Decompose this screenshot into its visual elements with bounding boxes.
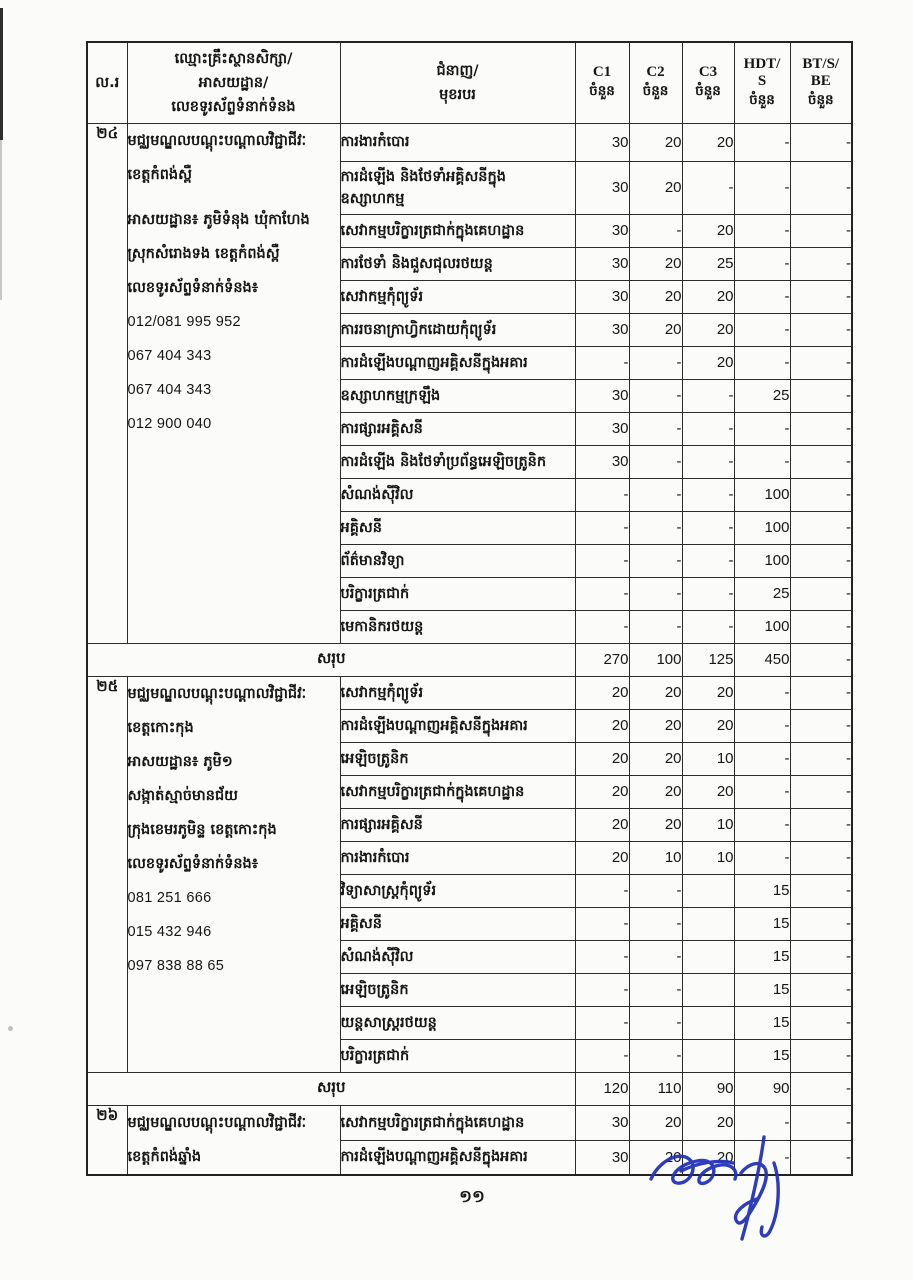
count-cell: 20 (682, 676, 734, 709)
total-count-cell: 90 (682, 1072, 734, 1105)
institution-cell (127, 676, 340, 1072)
institution-text-line: ខេត្តកំពង់ឆ្នាំង (127, 1148, 202, 1165)
total-label: សរុប (87, 643, 575, 676)
count-cell: - (629, 577, 682, 610)
count-cell: 20 (682, 313, 734, 346)
skill-cell (340, 808, 575, 841)
scan-edge-artifact (0, 8, 3, 140)
count-cell: - (575, 478, 629, 511)
count-cell: - (575, 973, 629, 1006)
table-body (87, 123, 852, 1175)
skill-text-line: ព័ត៌មានវិទ្យា (340, 552, 405, 569)
skill-cell (340, 214, 575, 247)
institution-text-line: លេខទូរស័ព្ទទំនាក់ទំនង៖ (127, 279, 259, 296)
phone-number: 012 900 040 (127, 415, 212, 432)
total-row (87, 1072, 852, 1105)
header-btsbe-code2: BE (810, 72, 831, 89)
count-cell: - (790, 280, 852, 313)
header-institution-line: អាសយដ្ឋាន/ (198, 74, 269, 91)
skill-text-line: ការរចនាក្រាហ្វិកដោយកុំព្យូទ័រ (340, 321, 497, 338)
skill-text-line: បរិក្ខារត្រជាក់ (340, 1047, 410, 1064)
header-c3-count-label: ចំនួន (695, 83, 721, 100)
skill-cell (340, 709, 575, 742)
count-cell: 20 (575, 841, 629, 874)
count-cell: 30 (575, 1140, 629, 1175)
count-cell: - (629, 973, 682, 1006)
count-cell: - (734, 313, 790, 346)
count-cell: 10 (682, 808, 734, 841)
skill-text-line: ឧស្សាហកម្មក្រឡឹង (340, 387, 441, 404)
count-cell: 15 (734, 940, 790, 973)
count-cell: 20 (682, 709, 734, 742)
row-number-cell: ២៥ (87, 676, 127, 1072)
header-btsbe-count-label: ចំនួន (807, 91, 834, 108)
count-cell: - (629, 379, 682, 412)
skill-text-line: សេវាកម្មបរិក្ខារត្រជាក់ក្នុងគេហដ្ឋាន (340, 222, 525, 239)
count-cell: - (790, 214, 852, 247)
count-cell: - (790, 610, 852, 643)
skill-cell (340, 1140, 575, 1175)
skill-cell (340, 742, 575, 775)
signature-ink (645, 1133, 795, 1245)
skill-text-line: ការដំឡើងបណ្ដាញអគ្គិសនីក្នុងអគារ (340, 717, 528, 734)
count-cell: 100 (734, 511, 790, 544)
header-column-c3 (682, 42, 734, 123)
skill-text-line: ការដំឡើងបណ្ដាញអគ្គិសនីក្នុងអគារ (340, 354, 528, 371)
count-cell (682, 907, 734, 940)
skill-text-line: សេវាកម្មបរិក្ខារត្រជាក់ក្នុងគេហដ្ឋាន (340, 783, 525, 800)
total-row (87, 643, 852, 676)
count-cell: - (575, 874, 629, 907)
count-cell: - (734, 247, 790, 280)
count-cell: 25 (734, 379, 790, 412)
phone-number: 067 404 343 (127, 347, 212, 364)
count-cell: 20 (629, 742, 682, 775)
total-count-cell: - (790, 643, 852, 676)
total-count-cell: 125 (682, 643, 734, 676)
total-count-cell: 120 (575, 1072, 629, 1105)
count-cell: - (790, 161, 852, 214)
table-row (87, 676, 852, 709)
count-cell: - (629, 544, 682, 577)
skill-text-line: សំណង់ស៊ីវិល (340, 486, 414, 503)
skill-text-line: ការដំឡើងបណ្ដាញអគ្គិសនីក្នុងអគារ (340, 1149, 528, 1166)
count-cell (682, 874, 734, 907)
count-cell: - (790, 1006, 852, 1039)
count-cell: 25 (734, 577, 790, 610)
skill-text-line: សេវាកម្មកុំព្យូទ័រ (340, 288, 424, 305)
institution-text-line: ខេត្តកំពង់ស្ពឺ (127, 166, 192, 183)
count-cell: - (790, 940, 852, 973)
skill-cell (340, 841, 575, 874)
table-row (87, 123, 852, 161)
count-cell: 20 (629, 775, 682, 808)
count-cell: - (629, 907, 682, 940)
count-cell: 20 (629, 676, 682, 709)
skill-cell (340, 511, 575, 544)
phone-number: 081 251 666 (127, 889, 212, 906)
count-cell: 30 (575, 247, 629, 280)
header-c2-code: C2 (646, 64, 665, 81)
count-cell: - (682, 161, 734, 214)
header-skill-line: ជំនាញ/ (436, 62, 479, 79)
skill-cell (340, 1105, 575, 1140)
institution-text-line: ក្រុងខេមរភូមិន្ទ ខេត្តកោះកុង (127, 821, 277, 838)
count-cell: 20 (682, 280, 734, 313)
count-cell: 30 (575, 379, 629, 412)
skill-cell (340, 346, 575, 379)
skill-cell (340, 313, 575, 346)
count-cell: 20 (575, 676, 629, 709)
count-cell: - (575, 1006, 629, 1039)
count-cell: - (629, 445, 682, 478)
header-hdts-code2: S (757, 72, 767, 89)
count-cell: - (734, 161, 790, 214)
skill-text-line: ការងារកំបោរ (340, 134, 410, 150)
skill-cell (340, 577, 575, 610)
header-no-label: ល.រ (95, 74, 120, 91)
count-cell (682, 1006, 734, 1039)
phone-number: 097 838 88 65 (127, 957, 225, 974)
skill-text-line: ការផ្សារអគ្គិសនី (340, 816, 423, 833)
count-cell: - (790, 742, 852, 775)
count-cell: - (575, 577, 629, 610)
skill-cell (340, 379, 575, 412)
count-cell: 20 (629, 1105, 682, 1140)
row-number-cell: ២៦ (87, 1105, 127, 1175)
count-cell: - (790, 808, 852, 841)
header-skill-line: មុខរបរ (439, 86, 476, 103)
header-c3-code: C3 (698, 64, 718, 81)
skill-cell (340, 1006, 575, 1039)
header-column-hdts (734, 42, 790, 123)
count-cell: - (629, 874, 682, 907)
institution-text-line: សង្កាត់ស្មាច់មានជ័យ (127, 787, 238, 804)
header-hdts-code: HDT/ (743, 55, 781, 72)
count-cell: - (575, 511, 629, 544)
institution-text-line: មជ្ឈមណ្ឌលបណ្ដុះបណ្ដាលវិជ្ជាជីវៈ (127, 685, 307, 702)
header-hdts-count-label: ចំនួន (749, 91, 775, 108)
phone-number: 012/081 995 952 (127, 313, 241, 330)
count-cell: - (575, 544, 629, 577)
count-cell: - (629, 1006, 682, 1039)
skill-cell (340, 280, 575, 313)
count-cell: 30 (575, 214, 629, 247)
count-cell: 20 (629, 280, 682, 313)
header-btsbe-code: BT/S/ (802, 55, 840, 72)
count-cell: - (682, 610, 734, 643)
phone-number: 067 404 343 (127, 381, 212, 398)
institution-text-line: មជ្ឈមណ្ឌលបណ្ដុះបណ្ដាលវិជ្ជាជីវៈ (127, 1114, 307, 1131)
total-count-cell: 450 (734, 643, 790, 676)
count-cell: - (734, 1105, 790, 1140)
phone-number: 015 432 946 (127, 923, 212, 940)
count-cell: - (575, 940, 629, 973)
count-cell: 25 (682, 247, 734, 280)
institution-text-line: អាសយដ្ឋាន៖ ភូមិទំនុង ឃុំកាហែង (127, 211, 310, 228)
count-cell: - (790, 544, 852, 577)
count-cell: - (790, 973, 852, 1006)
count-cell: 30 (575, 1105, 629, 1140)
total-count-cell: 90 (734, 1072, 790, 1105)
skill-cell (340, 478, 575, 511)
count-cell: 10 (629, 841, 682, 874)
count-cell: - (790, 907, 852, 940)
count-cell: 20 (629, 313, 682, 346)
count-cell (682, 973, 734, 1006)
count-cell: - (575, 610, 629, 643)
count-cell: 30 (575, 445, 629, 478)
skill-text-line: សំណង់ស៊ីវិល (340, 948, 414, 965)
count-cell: 100 (734, 478, 790, 511)
count-cell: 20 (682, 123, 734, 161)
count-cell: 20 (575, 808, 629, 841)
count-cell: - (734, 808, 790, 841)
header-c1-count-label: ចំនួន (589, 83, 615, 100)
count-cell: 15 (734, 1039, 790, 1072)
header-institution-line: លេខទូរស័ព្ទទំនាក់ទំនង (171, 98, 296, 115)
skill-text-line: ការដំឡើង និងថែទាំប្រព័ន្ធអេឡិចត្រូនិក (340, 453, 547, 470)
count-cell: - (682, 412, 734, 445)
skill-text-line: បរិក្ខារត្រជាក់ (340, 585, 410, 602)
institution-text-line: អាសយដ្ឋាន៖ ភូមិ១ (127, 753, 233, 770)
count-cell: - (790, 313, 852, 346)
institution-text-line: លេខទូរស័ព្ទទំនាក់ទំនង៖ (127, 855, 259, 872)
institution-text-line: មជ្ឈមណ្ឌលបណ្ដុះបណ្ដាលវិជ្ជាជីវៈ (127, 132, 307, 149)
count-cell: - (790, 1140, 852, 1175)
count-cell: 15 (734, 1006, 790, 1039)
skill-cell (340, 775, 575, 808)
count-cell: - (682, 511, 734, 544)
institution-text-line: ខេត្តកោះកុង (127, 719, 194, 736)
count-cell: - (790, 346, 852, 379)
header-institution-column (127, 42, 340, 123)
header-skill-column (340, 42, 575, 123)
count-cell: - (629, 511, 682, 544)
header-c2-count-label: ចំនួន (642, 83, 669, 100)
count-cell: 30 (575, 123, 629, 161)
header-no-column (87, 42, 127, 123)
count-cell: 20 (629, 247, 682, 280)
skill-text-line: ឧស្សាហកម្ម (340, 190, 405, 207)
skill-text-line: ការដំឡើង និងថែទាំអគ្គិសនីក្នុង (340, 168, 506, 185)
count-cell: - (790, 511, 852, 544)
skill-text-line: វិទ្យាសាស្ត្រកុំព្យូទ័រ (340, 882, 437, 899)
count-cell: - (734, 841, 790, 874)
count-cell: - (682, 379, 734, 412)
count-cell: - (734, 346, 790, 379)
skill-cell (340, 676, 575, 709)
count-cell: - (575, 346, 629, 379)
table-header (87, 42, 852, 123)
count-cell: - (790, 577, 852, 610)
count-cell: - (629, 478, 682, 511)
count-cell: 20 (629, 808, 682, 841)
skill-cell (340, 247, 575, 280)
count-cell: - (734, 742, 790, 775)
scan-edge-artifact-fade (0, 140, 2, 300)
count-cell: 30 (575, 313, 629, 346)
header-row (87, 42, 852, 123)
skill-cell (340, 610, 575, 643)
skill-text-line: មេកានិករថយន្ត (340, 618, 424, 635)
count-cell: 20 (629, 123, 682, 161)
count-cell: 20 (629, 161, 682, 214)
count-cell: - (682, 544, 734, 577)
skill-cell (340, 123, 575, 161)
count-cell: 20 (629, 709, 682, 742)
count-cell: - (734, 412, 790, 445)
count-cell: 15 (734, 973, 790, 1006)
skill-text-line: ការងារកំបោរ (340, 849, 410, 866)
count-cell: - (734, 214, 790, 247)
count-cell: 20 (629, 1140, 682, 1175)
count-cell: - (790, 123, 852, 161)
header-column-c2 (629, 42, 682, 123)
header-c1-code: C1 (592, 64, 612, 81)
count-cell: 15 (734, 874, 790, 907)
institution-cell (127, 123, 340, 643)
count-cell: - (629, 940, 682, 973)
count-cell: 15 (734, 907, 790, 940)
count-cell: - (734, 709, 790, 742)
skill-cell (340, 973, 575, 1006)
count-cell: 20 (682, 1105, 734, 1140)
training-centers-table (86, 41, 853, 1176)
count-cell: 20 (575, 709, 629, 742)
skill-text-line: ការផ្សារអគ្គិសនី (340, 420, 423, 437)
skill-cell (340, 907, 575, 940)
count-cell (682, 1039, 734, 1072)
skill-cell (340, 445, 575, 478)
scan-speck (8, 1026, 13, 1031)
page-number: ១១ (459, 1187, 485, 1207)
count-cell: 30 (575, 161, 629, 214)
institution-text-line: ស្រុកសំរោងទង ខេត្តកំពង់ស្ពឺ (127, 245, 280, 262)
total-count-cell: 110 (629, 1072, 682, 1105)
count-cell: 20 (682, 775, 734, 808)
header-institution-line: ឈ្មោះគ្រឹះស្ថានសិក្សា/ (174, 50, 293, 67)
skill-cell (340, 544, 575, 577)
skill-text-line: ការថែទាំ និងជួសជុលរថយន្ត (340, 255, 493, 272)
count-cell: 100 (734, 544, 790, 577)
total-count-cell: - (790, 1072, 852, 1105)
count-cell: 10 (682, 742, 734, 775)
count-cell (682, 940, 734, 973)
skill-cell (340, 412, 575, 445)
count-cell: - (734, 280, 790, 313)
skill-text-line: អគ្គិសនី (340, 915, 382, 932)
count-cell: - (575, 907, 629, 940)
count-cell: - (629, 214, 682, 247)
count-cell: 20 (575, 742, 629, 775)
count-cell: - (682, 445, 734, 478)
count-cell: - (790, 874, 852, 907)
count-cell: - (629, 346, 682, 379)
count-cell: - (790, 247, 852, 280)
header-column-c1 (575, 42, 629, 123)
count-cell: 20 (682, 346, 734, 379)
count-cell: - (790, 1105, 852, 1140)
total-count-cell: 270 (575, 643, 629, 676)
institution-cell (127, 1105, 340, 1175)
count-cell: 20 (682, 214, 734, 247)
count-cell: - (790, 1039, 852, 1072)
count-cell: 20 (682, 1140, 734, 1175)
count-cell: - (734, 676, 790, 709)
count-cell: - (790, 709, 852, 742)
count-cell: 30 (575, 280, 629, 313)
skill-text-line: សេវាកម្មកុំព្យូទ័រ (340, 684, 424, 701)
count-cell: - (790, 445, 852, 478)
total-label: សរុប (87, 1072, 575, 1105)
total-count-cell: 100 (629, 643, 682, 676)
count-cell: 100 (734, 610, 790, 643)
count-cell: - (734, 123, 790, 161)
skill-cell (340, 1039, 575, 1072)
count-cell: - (629, 412, 682, 445)
count-cell: - (629, 610, 682, 643)
count-cell: 30 (575, 412, 629, 445)
skill-text-line: អេឡិចត្រូនិក (340, 981, 409, 998)
count-cell: - (734, 775, 790, 808)
count-cell: - (790, 379, 852, 412)
count-cell: - (629, 1039, 682, 1072)
count-cell: - (790, 676, 852, 709)
count-cell: - (790, 412, 852, 445)
row-number-cell: ២៤ (87, 123, 127, 643)
count-cell: - (790, 478, 852, 511)
skill-cell (340, 874, 575, 907)
skill-text-line: អគ្គិសនី (340, 519, 382, 536)
count-cell: - (575, 1039, 629, 1072)
count-cell: - (790, 841, 852, 874)
skill-text-line: យន្តសាស្ត្ររថយន្ត (340, 1014, 437, 1031)
count-cell: - (790, 775, 852, 808)
skill-cell (340, 940, 575, 973)
count-cell: 20 (575, 775, 629, 808)
skill-text-line: អេឡិចត្រូនិក (340, 750, 409, 767)
count-cell: - (682, 478, 734, 511)
count-cell: - (734, 1140, 790, 1175)
count-cell: 10 (682, 841, 734, 874)
count-cell: - (682, 577, 734, 610)
count-cell: - (734, 445, 790, 478)
skill-text-line: សេវាកម្មបរិក្ខារត្រជាក់ក្នុងគេហដ្ឋាន (340, 1114, 525, 1131)
header-column-btsbe (790, 42, 852, 123)
skill-cell (340, 161, 575, 214)
